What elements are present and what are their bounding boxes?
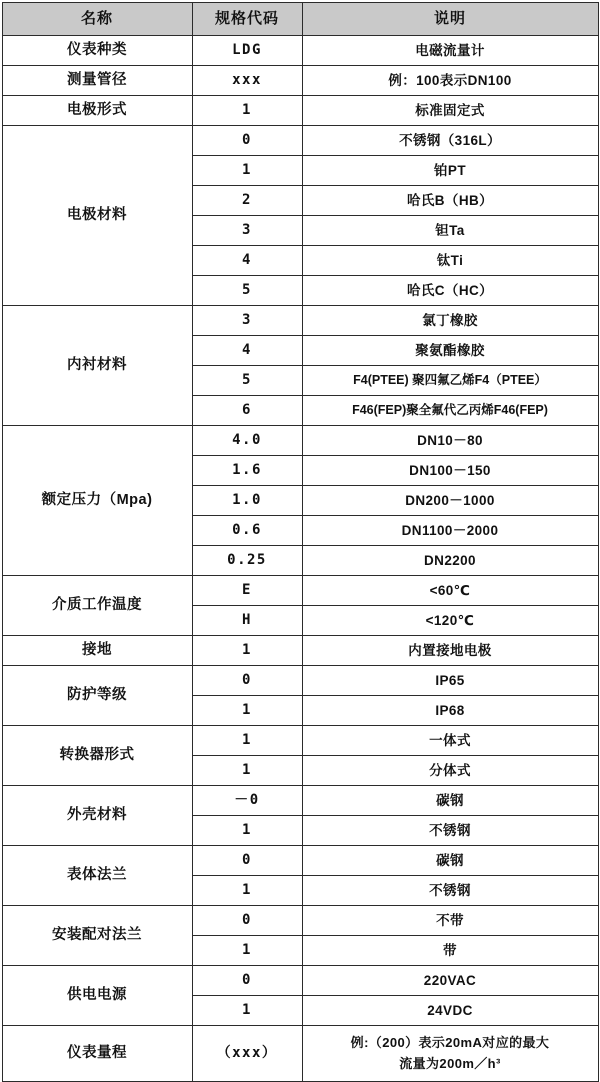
row-name: 转换器形式 xyxy=(2,726,192,786)
row-name: 安装配对法兰 xyxy=(2,906,192,966)
row-code: －0 xyxy=(192,786,302,816)
row-description xyxy=(302,1026,598,1082)
row-name: 额定压力（Mpa) xyxy=(2,426,192,576)
row-description: F4(PTEE) 聚四氟乙烯F4（PTEE） xyxy=(302,366,598,396)
row-name: 电极材料 xyxy=(2,126,192,306)
row-description: <60℃ xyxy=(302,576,598,606)
row-description: 钽Ta xyxy=(302,216,598,246)
row-code: 6 xyxy=(192,396,302,426)
row-code: 0 xyxy=(192,966,302,996)
table-row xyxy=(2,426,598,456)
row-description: 标准固定式 xyxy=(302,96,598,126)
row-code: 1 xyxy=(192,936,302,966)
row-description: 钛Ti xyxy=(302,246,598,276)
row-description: DN10－80 xyxy=(302,426,598,456)
table-row xyxy=(2,96,598,126)
table-row xyxy=(2,786,598,816)
row-description: 一体式 xyxy=(302,726,598,756)
row-code: 5 xyxy=(192,276,302,306)
spec-sheet xyxy=(0,2,600,1071)
table-body xyxy=(2,36,598,1082)
row-description: 内置接地电极 xyxy=(302,636,598,666)
row-code: 2 xyxy=(192,186,302,216)
row-description: 220VAC xyxy=(302,966,598,996)
row-description: 带 xyxy=(302,936,598,966)
row-code: 1.6 xyxy=(192,456,302,486)
row-name: 防护等级 xyxy=(2,666,192,726)
table-row xyxy=(2,36,598,66)
row-code: 4 xyxy=(192,246,302,276)
row-description: 碳钢 xyxy=(302,846,598,876)
row-code: H xyxy=(192,606,302,636)
table-row xyxy=(2,726,598,756)
row-description: 24VDC xyxy=(302,996,598,1026)
row-code: 1 xyxy=(192,156,302,186)
row-description-line: 例:（200）表示20mA对应的最大 xyxy=(350,1035,550,1051)
row-code: 0 xyxy=(192,126,302,156)
row-description: <120℃ xyxy=(302,606,598,636)
row-name: 外壳材料 xyxy=(2,786,192,846)
row-code: 0.6 xyxy=(192,516,302,546)
row-description: IP68 xyxy=(302,696,598,726)
row-description: DN100－150 xyxy=(302,456,598,486)
row-description: 例：100表示DN100 xyxy=(302,66,598,96)
row-code: 1 xyxy=(192,726,302,756)
table-row xyxy=(2,66,598,96)
row-name: 内衬材料 xyxy=(2,306,192,426)
row-description: 聚氨酯橡胶 xyxy=(302,336,598,366)
header-row xyxy=(2,3,598,36)
row-description: DN1100－2000 xyxy=(302,516,598,546)
row-description: 不锈钢 xyxy=(302,876,598,906)
row-code: （xxx） xyxy=(192,1026,302,1082)
row-name: 接地 xyxy=(2,636,192,666)
header-name: 名称 xyxy=(2,3,192,36)
row-code: 1 xyxy=(192,696,302,726)
row-name: 仪表种类 xyxy=(2,36,192,66)
table-row xyxy=(2,126,598,156)
row-description: 哈氏C（HC） xyxy=(302,276,598,306)
row-code: 0 xyxy=(192,666,302,696)
row-name: 表体法兰 xyxy=(2,846,192,906)
row-code: 4.0 xyxy=(192,426,302,456)
row-code: 1 xyxy=(192,876,302,906)
row-code: xxx xyxy=(192,66,302,96)
row-code: 0 xyxy=(192,906,302,936)
header-code: 规格代码 xyxy=(192,3,302,36)
table-row xyxy=(2,906,598,936)
row-description: 分体式 xyxy=(302,756,598,786)
specification-table xyxy=(2,2,599,1082)
row-description: 碳钢 xyxy=(302,786,598,816)
table-row xyxy=(2,846,598,876)
row-description: 电磁流量计 xyxy=(302,36,598,66)
row-code: 4 xyxy=(192,336,302,366)
table-row xyxy=(2,636,598,666)
row-code: 1 xyxy=(192,816,302,846)
row-description: DN200－1000 xyxy=(302,486,598,516)
row-description: 不锈钢（316L） xyxy=(302,126,598,156)
row-name: 电极形式 xyxy=(2,96,192,126)
row-description: 氯丁橡胶 xyxy=(302,306,598,336)
row-code: 1 xyxy=(192,636,302,666)
row-code: E xyxy=(192,576,302,606)
row-code: 0 xyxy=(192,846,302,876)
row-code: 1 xyxy=(192,996,302,1026)
row-description: 不带 xyxy=(302,906,598,936)
row-code: 5 xyxy=(192,366,302,396)
row-description: F46(FEP)聚全氟代乙丙烯F46(FEP) xyxy=(302,396,598,426)
row-code: LDG xyxy=(192,36,302,66)
table-row xyxy=(2,1026,598,1082)
table-header xyxy=(2,3,598,36)
row-name: 介质工作温度 xyxy=(2,576,192,636)
row-description: 不锈钢 xyxy=(302,816,598,846)
table-row xyxy=(2,666,598,696)
row-description-line: 流量为200m／h³ xyxy=(399,1055,501,1071)
row-name: 仪表量程 xyxy=(2,1026,192,1082)
row-code: 3 xyxy=(192,216,302,246)
row-description: 铂PT xyxy=(302,156,598,186)
row-code: 0.25 xyxy=(192,546,302,576)
row-name: 测量管径 xyxy=(2,66,192,96)
row-name: 供电电源 xyxy=(2,966,192,1026)
header-desc: 说明 xyxy=(302,3,598,36)
table-row xyxy=(2,966,598,996)
row-code: 1 xyxy=(192,96,302,126)
table-row xyxy=(2,576,598,606)
row-code: 1 xyxy=(192,756,302,786)
row-code: 1.0 xyxy=(192,486,302,516)
row-description: 哈氏B（HB） xyxy=(302,186,598,216)
row-description: IP65 xyxy=(302,666,598,696)
row-description: DN2200 xyxy=(302,546,598,576)
row-code: 3 xyxy=(192,306,302,336)
table-row xyxy=(2,306,598,336)
